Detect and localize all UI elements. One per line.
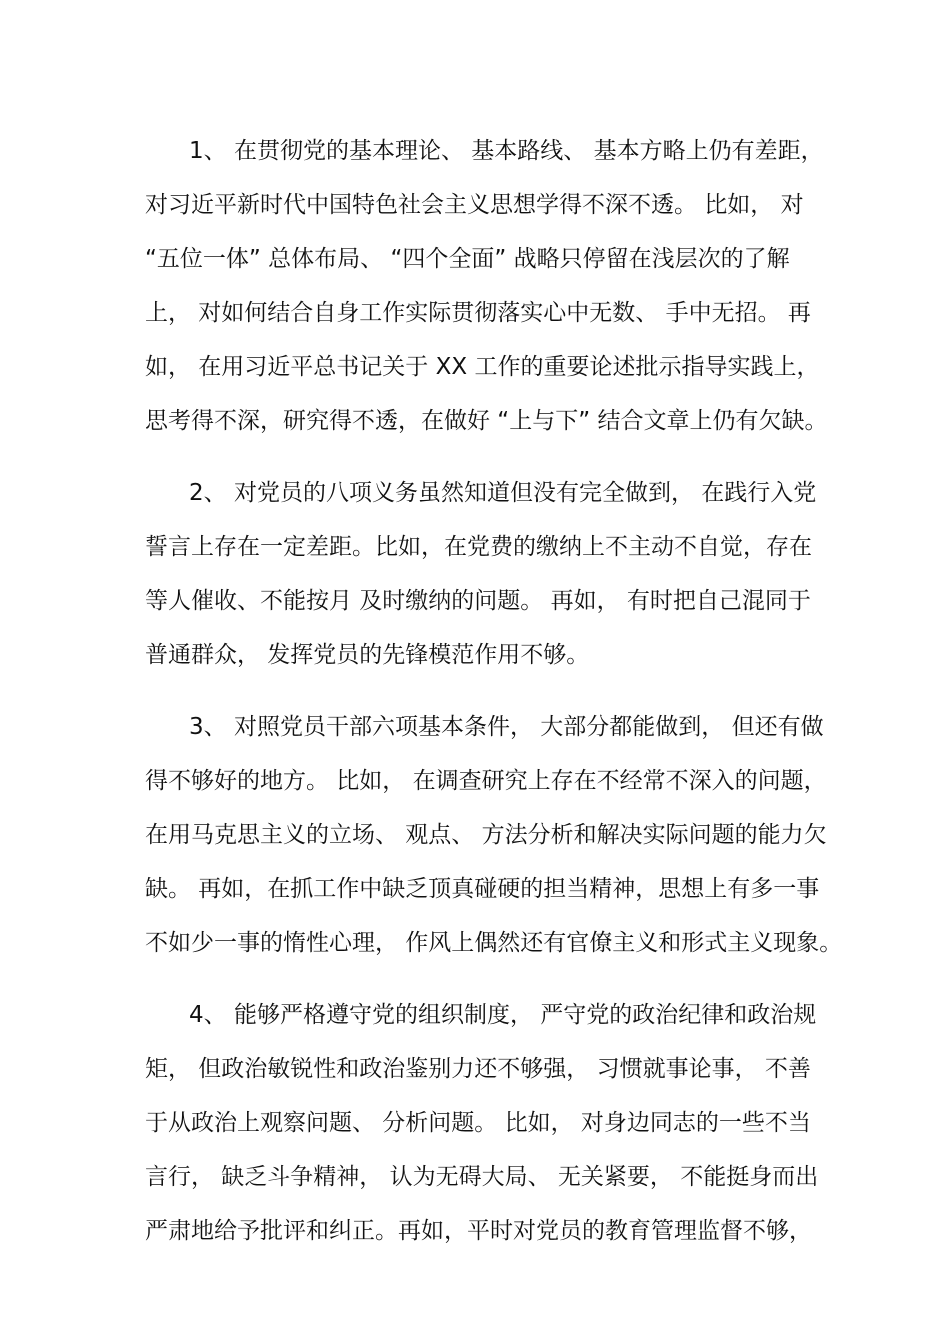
document-body (145, 124, 843, 1276)
text-line: 普通群众， 发挥党员的先锋模范作用不够。 (145, 642, 590, 668)
text-line: 上， 对如何结合自身工作实际贯彻落实心中无数、 手中无招。 再 (145, 300, 811, 326)
paragraph-1 (145, 124, 828, 448)
text-line: 2、 对党员的八项义务虽然知道但没有完全做到， 在践行入党 (189, 480, 817, 506)
text-line: 不如少一事的惰性心理， 作风上偶然还有官僚主义和形式主义现象。 (145, 930, 843, 956)
text-line: 言行， 缺乏斗争精神， 认为无碍大局、 无关紧要， 不能挺身而出 (145, 1164, 819, 1190)
text-line: 严肃地给予批评和纠正。再如，平时对党员的教育管理监督不够， (145, 1218, 812, 1244)
text-line: 得不够好的地方。 比如， 在调查研究上存在不经常不深入的问题， (145, 768, 827, 794)
text-line: “五位一体” 总体布局、 “四个全面” 战略只停留在浅层次的了解 (145, 246, 790, 272)
text-line: 等人催收、不能按月 及时缴纳的问题。 再如， 有时把自己混同于 (145, 588, 811, 614)
text-line: 对习近平新时代中国特色社会主义思想学得不深不透。 比如， 对 (145, 192, 804, 218)
text-line: 在用马克思主义的立场、 观点、 方法分析和解决实际问题的能力欠 (145, 822, 827, 848)
text-line: 如， 在用习近平总书记关于 XX 工作的重要论述批示指导实践上， (145, 354, 820, 380)
text-line: 矩， 但政治敏锐性和政治鉴别力还不够强， 习惯就事论事， 不善 (145, 1056, 811, 1082)
text-line: 誓言上存在一定差距。比如，在党费的缴纳上不主动不自觉，存在 (145, 534, 812, 560)
paragraph-4 (145, 988, 819, 1258)
paragraph-3 (145, 700, 843, 970)
text-line: 缺。 再如，在抓工作中缺乏顶真碰硬的担当精神，思想上有多一事 (145, 876, 820, 902)
text-line: 思考得不深，研究得不透，在做好 “上与下” 结合文章上仍有欠缺。 (145, 408, 828, 434)
paragraph-2 (145, 466, 815, 682)
text-line: 1、 在贯彻党的基本理论、 基本路线、 基本方略上仍有差距， (189, 138, 824, 164)
text-line: 3、 对照党员干部六项基本条件， 大部分都能做到， 但还有做 (189, 714, 824, 740)
text-line: 于从政治上观察问题、 分析问题。 比如， 对身边同志的一些不当 (145, 1110, 811, 1136)
text-line: 4、 能够严格遵守党的组织制度， 严守党的政治纪律和政治规 (189, 1002, 817, 1028)
